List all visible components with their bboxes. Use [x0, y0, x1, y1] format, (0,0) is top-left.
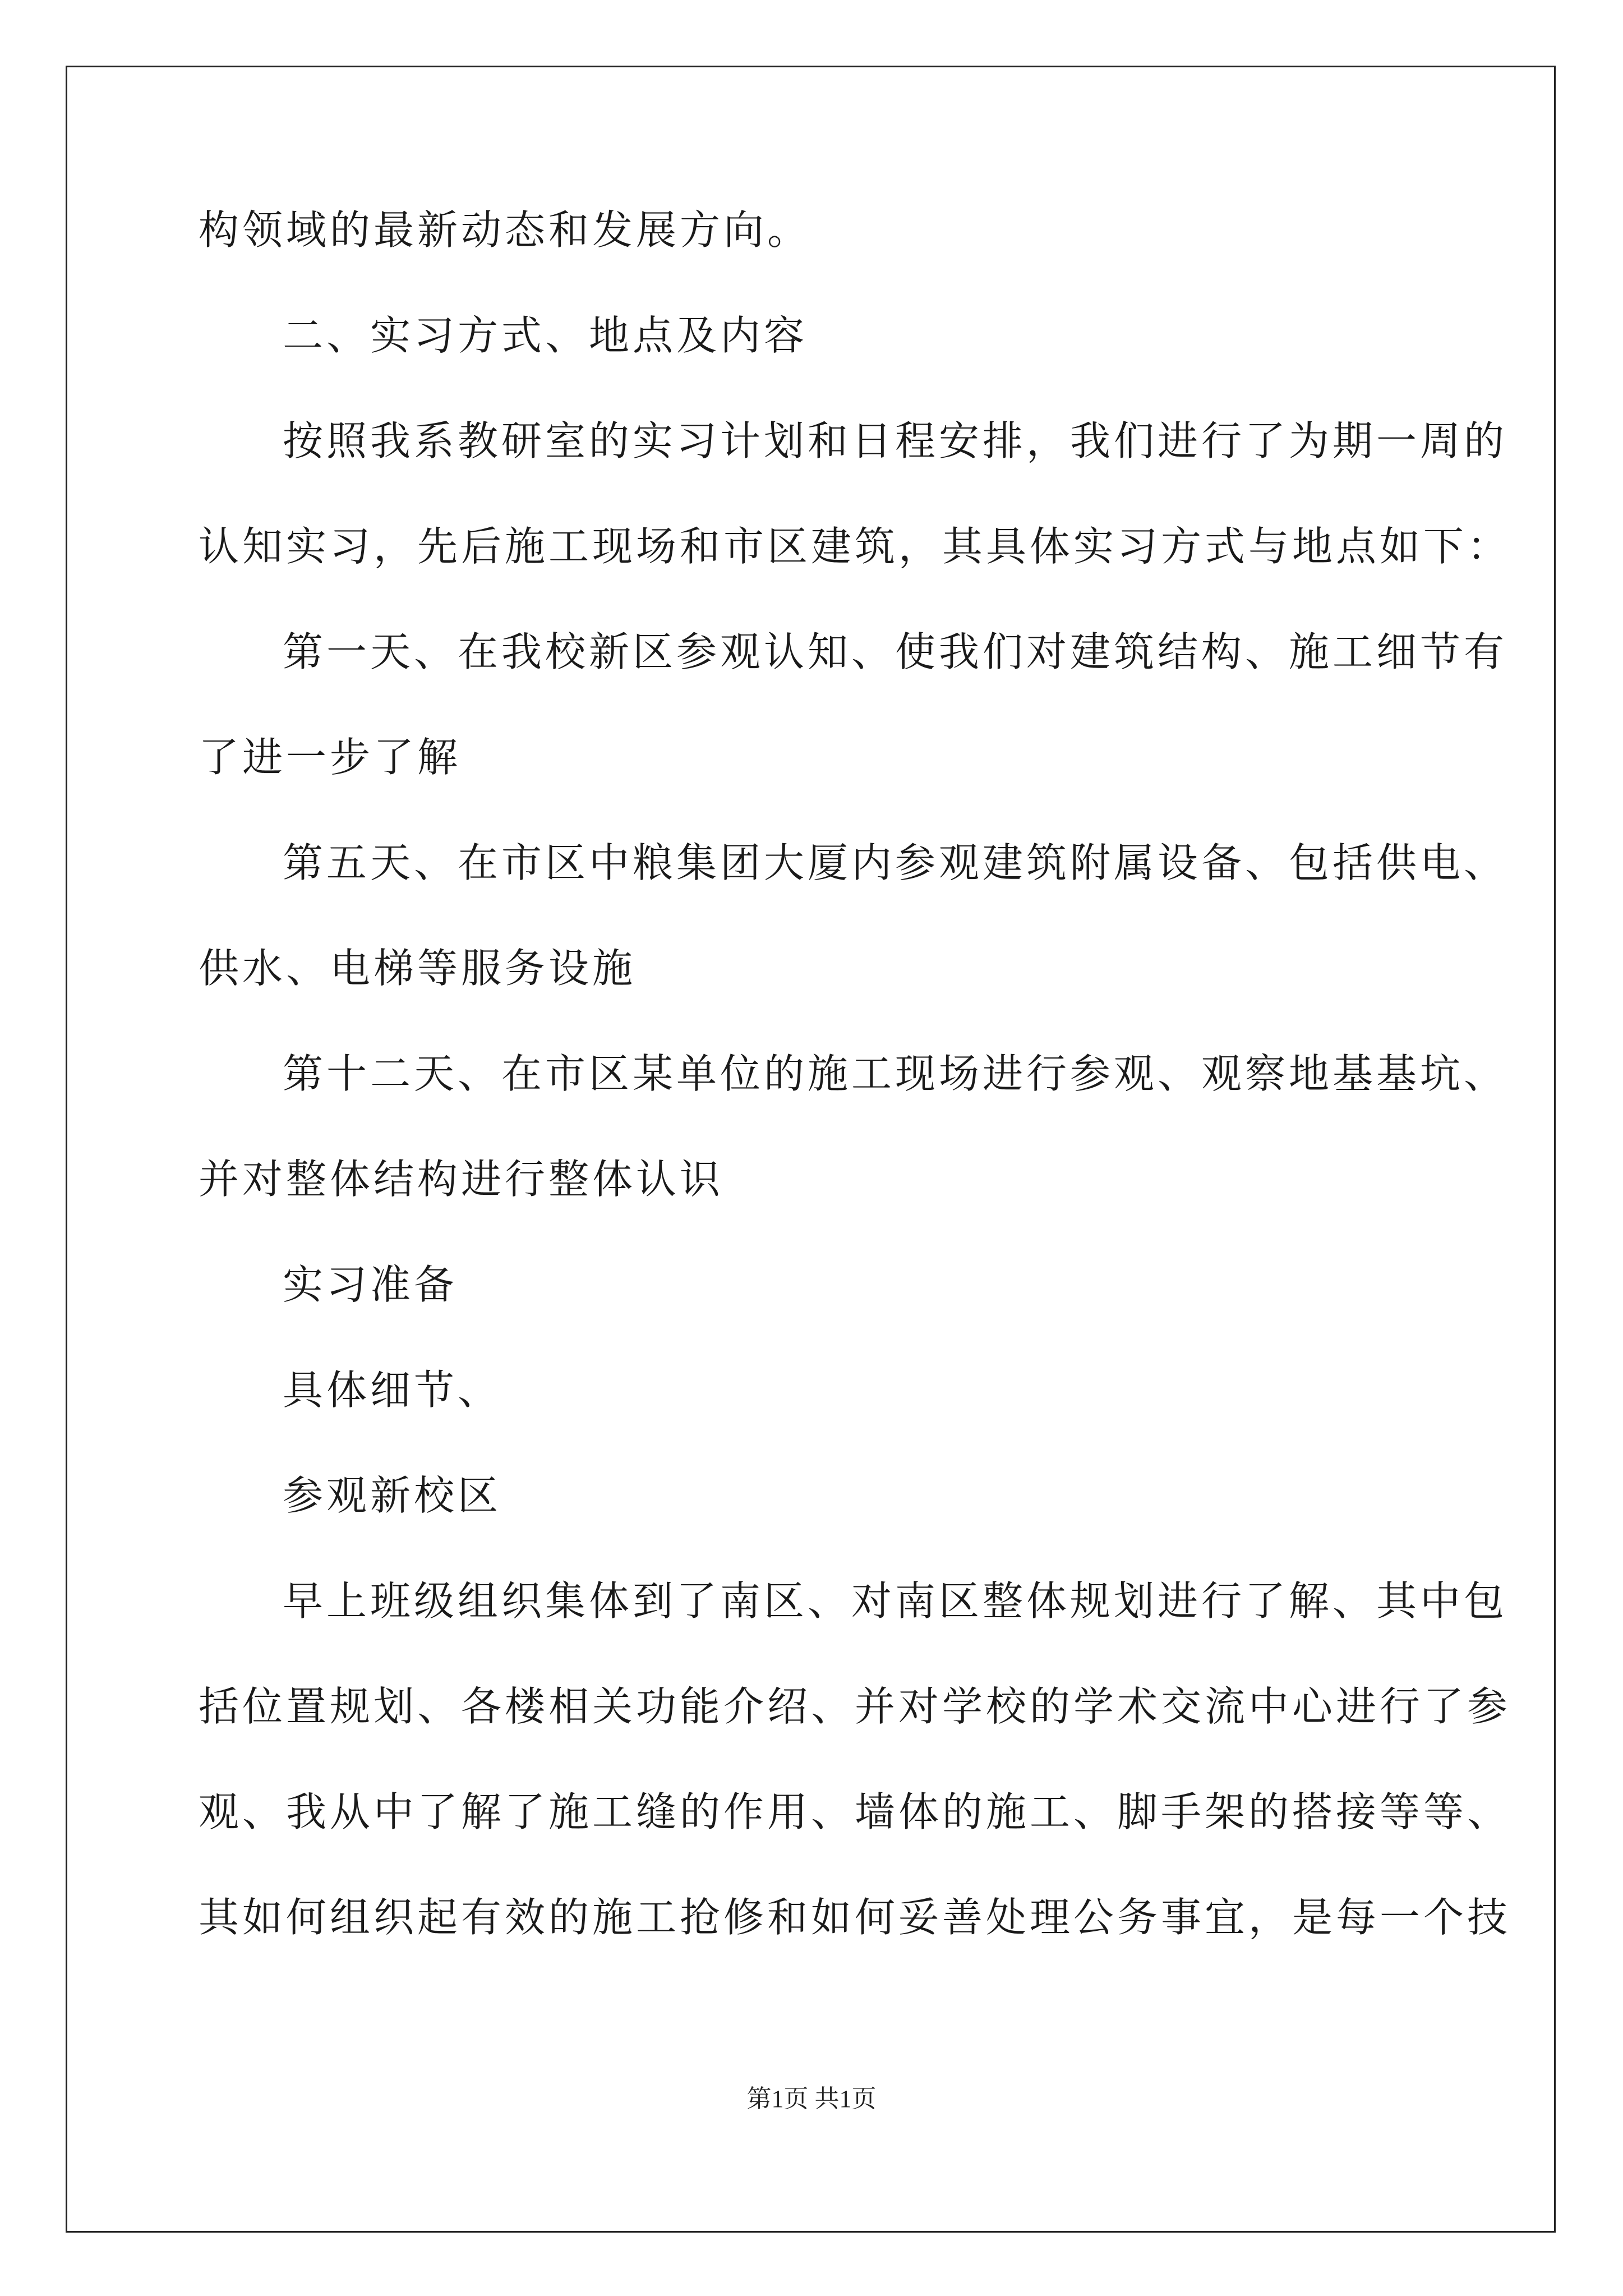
text-line: 并对整体结构进行整体认识 — [199, 1156, 724, 1203]
text-line: 按照我系教研室的实习计划和日程安排，我们进行了为期一周的 — [283, 417, 1508, 464]
subheading: 具体细节、 — [283, 1366, 502, 1414]
text-line: 其如何组织起有效的施工抢修和如何妥善处理公务事宜，是每一个技 — [199, 1894, 1511, 1941]
section-heading: 二、实习方式、地点及内容 — [283, 312, 808, 359]
subheading: 实习准备 — [283, 1261, 458, 1308]
text-line: 构领域的最新动态和发展方向。 — [199, 206, 811, 254]
text-line: 第一天、在我校新区参观认知、使我们对建筑结构、施工细节有 — [283, 628, 1508, 675]
text-line: 早上班级组织集体到了南区、对南区整体规划进行了解、其中包 — [283, 1577, 1508, 1625]
text-line: 认知实习，先后施工现场和市区建筑，其具体实习方式与地点如下： — [199, 523, 1511, 570]
page-number-footer: 第1页 共1页 — [746, 2085, 877, 2113]
text-line: 了进一步了解 — [199, 734, 462, 781]
text-line: 观、我从中了解了施工缝的作用、墙体的施工、脚手架的搭接等等、 — [199, 1788, 1511, 1835]
subheading: 参观新校区 — [283, 1472, 502, 1519]
text-line: 第五天、在市区中粮集团大厦内参观建筑附属设备、包括供电、 — [283, 839, 1508, 886]
text-line: 供水、电梯等服务设施 — [199, 945, 637, 992]
text-line: 括位置规划、各楼相关功能介绍、并对学校的学术交流中心进行了参 — [199, 1683, 1511, 1730]
text-line: 第十二天、在市区某单位的施工现场进行参观、观察地基基坑、 — [283, 1050, 1508, 1097]
